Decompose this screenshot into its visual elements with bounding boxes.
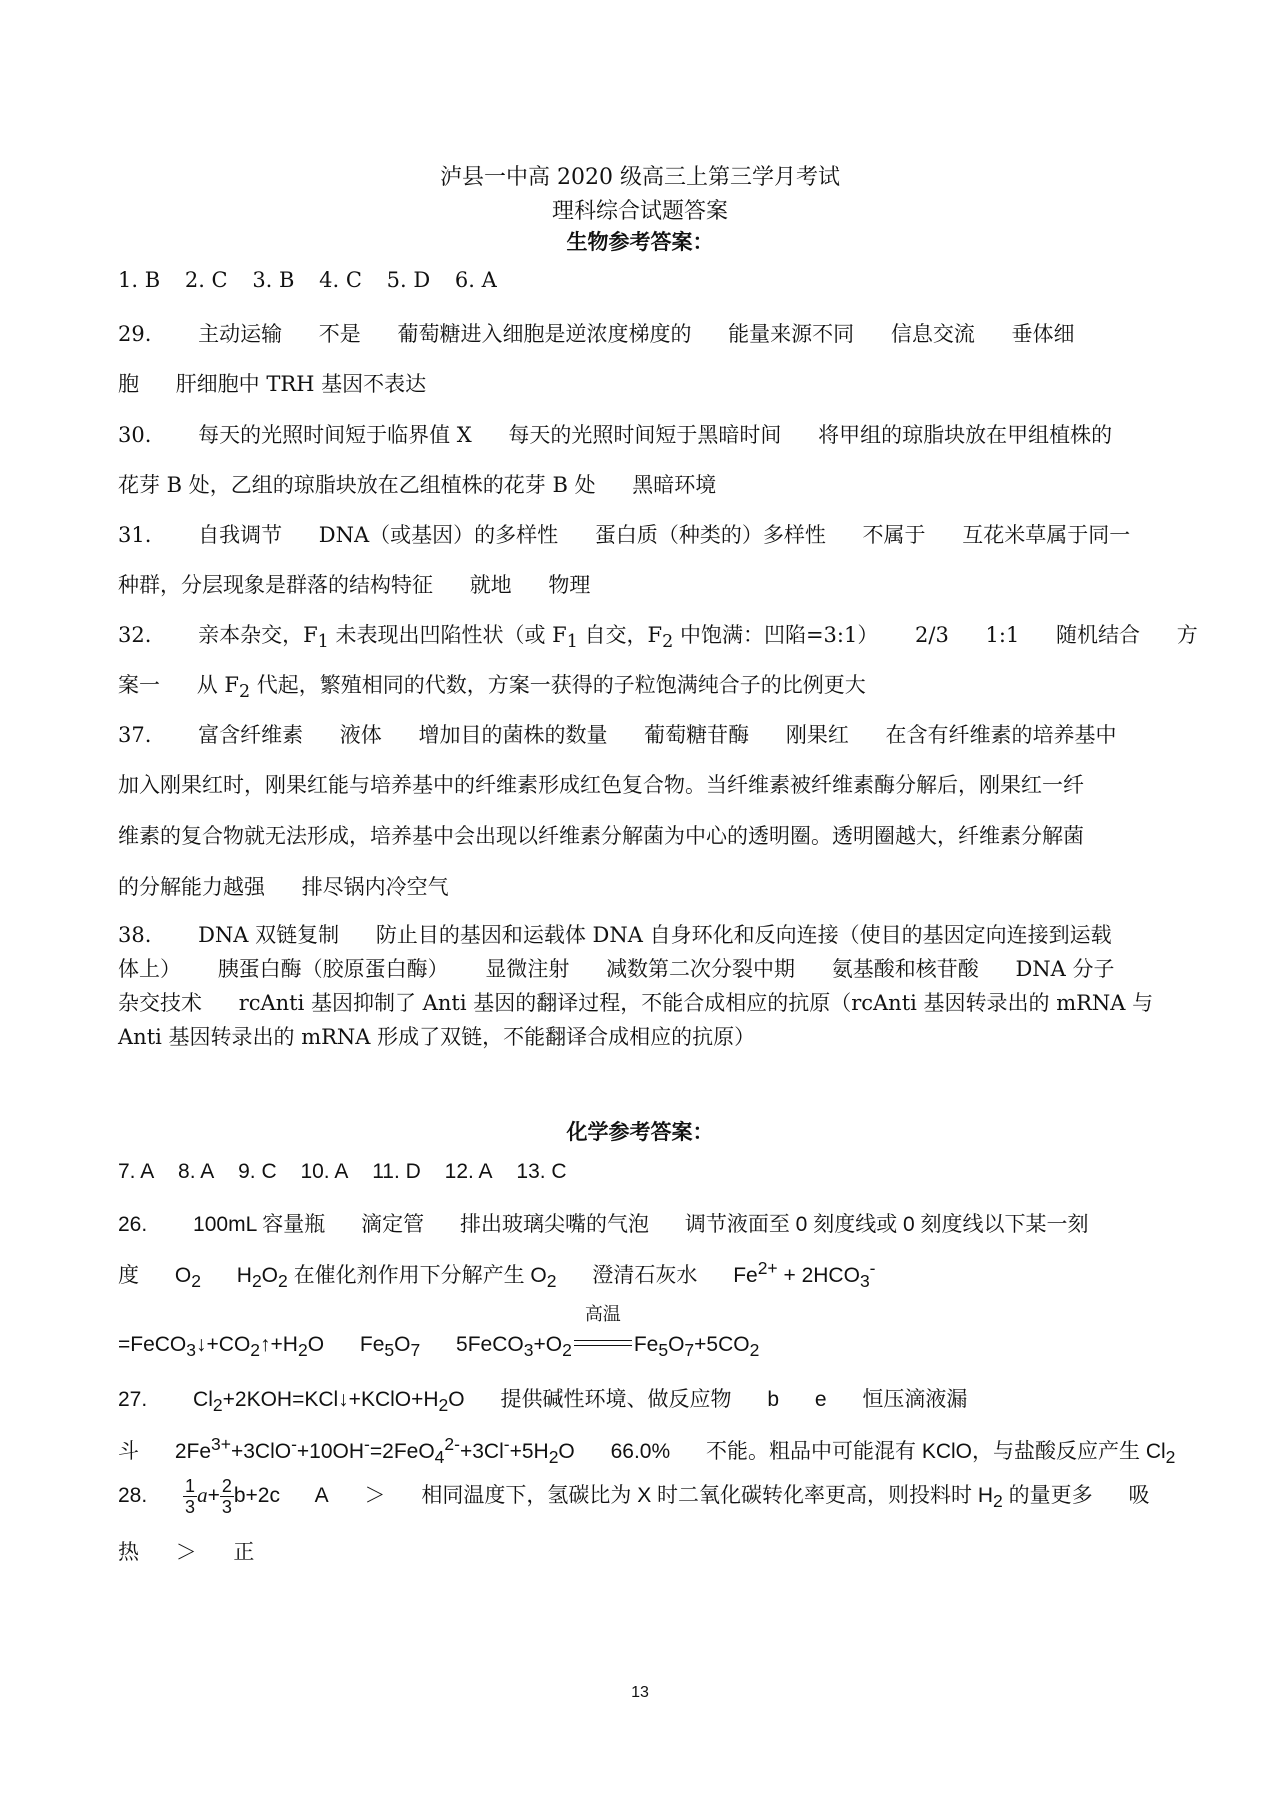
answer-segment: A bbox=[314, 1484, 329, 1508]
biology-mcq-answers bbox=[118, 268, 1168, 292]
answer-segment: 从 $F_2$ 代起，繁殖相同的代数，方案一获得的子粒饱满纯合子的比例更大 bbox=[196, 673, 866, 703]
chemical-equation: $5FeCO_3+O_2$ 高温 $Fe_5O_7+5CO_2$ bbox=[456, 1304, 760, 1361]
question-number: 37. bbox=[118, 723, 152, 747]
answer-segment: 案一 bbox=[118, 673, 160, 697]
question-number: 28. bbox=[118, 1484, 148, 1508]
q31-line2 bbox=[118, 569, 1168, 599]
answer-segment: $O_2$ bbox=[174, 1264, 201, 1292]
answer-segment: 富含纤维素 bbox=[198, 723, 304, 747]
chemical-equation: $2Fe^{3+}+3ClO^-+10OH^-=2FeO_4^{2-}+3Cl^-+5H_2O$ bbox=[174, 1434, 575, 1468]
answer-segment: b bbox=[767, 1388, 779, 1411]
mcq-answer: 4. C bbox=[319, 268, 362, 292]
answer-segment: 热 bbox=[118, 1540, 139, 1564]
q29-line1 bbox=[118, 318, 1168, 348]
answer-segment: 就地 bbox=[469, 573, 512, 597]
answer-segment: 增加目的菌株的数量 bbox=[418, 723, 608, 747]
answer-segment: 防止目的基因和运载体 DNA 自身环化和反向连接（使目的基因定向连接到运载 bbox=[375, 923, 1112, 947]
answer-segment: 澄清石灰水 bbox=[592, 1264, 698, 1287]
answer-segment: 斗 bbox=[118, 1440, 139, 1463]
answer-segment: 不能。粗品中可能混有 KClO，与盐酸反应产生 $Cl_2$ bbox=[706, 1440, 1176, 1468]
q31-line1 bbox=[118, 519, 1168, 549]
answer-segment: DNA 分子 bbox=[1015, 957, 1115, 981]
fraction: $\frac{2}{3}$ bbox=[221, 1476, 232, 1517]
answer-segment: 种群，分层现象是群落的结构特征 bbox=[118, 573, 433, 597]
answer-segment: 葡萄糖苷酶 bbox=[644, 723, 750, 747]
q38-line3 bbox=[118, 987, 1168, 1017]
biology-heading: 生物参考答案： bbox=[566, 229, 714, 254]
chemistry-mcq-answers bbox=[118, 1160, 1168, 1184]
mcq-answer: 8. A bbox=[178, 1160, 215, 1183]
chemical-equation: $Cl_2+2KOH=KCl↓+KClO+H_2O$ bbox=[193, 1388, 465, 1416]
answer-segment: 将甲组的琼脂块放在甲组植株的 bbox=[818, 423, 1113, 447]
answer-segment: 100mL 容量瓶 bbox=[193, 1213, 326, 1236]
answer-segment: DNA 双链复制 bbox=[198, 923, 340, 947]
exam-title: 泸县一中高 2020 级高三上第三学月考试 bbox=[440, 165, 840, 190]
q28-line1 bbox=[118, 1476, 1168, 1517]
fraction: $\frac{1}{3}$ bbox=[185, 1476, 196, 1517]
answer-segment: 提供碱性环境、做反应物 bbox=[500, 1388, 732, 1411]
mcq-answer: 10. A bbox=[300, 1160, 349, 1183]
question-number: 26. bbox=[118, 1213, 148, 1236]
answer-segment: 调节液面至 0 刻度线或 0 刻度线以下某一刻 bbox=[684, 1213, 1089, 1236]
answer-segment: 度 bbox=[118, 1264, 139, 1287]
q26-line2 bbox=[118, 1258, 1168, 1292]
answer-segment: 正 bbox=[233, 1540, 255, 1564]
answer-segment: 氨基酸和核苷酸 bbox=[831, 957, 979, 981]
answer-segment: 显微注射 bbox=[485, 957, 570, 981]
mcq-answer: 1. B bbox=[118, 268, 161, 292]
mcq-answer: 2. C bbox=[184, 268, 228, 292]
q30-line2 bbox=[118, 469, 1168, 499]
chemistry-heading: 化学参考答案： bbox=[566, 1119, 714, 1144]
answer-segment: 随机结合 bbox=[1056, 623, 1140, 647]
answer-segment: 1:1 bbox=[985, 623, 1020, 647]
answer-segment: 每天的光照时间短于临界值 X bbox=[198, 423, 472, 447]
answer-segment: rcAnti 基因抑制了 Anti 基因的翻译过程，不能合成相应的抗原（rcAnti 基因转录出的 mRNA 与 bbox=[238, 991, 1154, 1015]
mcq-answer: 7. A bbox=[118, 1160, 155, 1183]
q27-line2 bbox=[118, 1434, 1176, 1468]
answer-segment: 刚果红 bbox=[785, 723, 849, 747]
q32-line2 bbox=[118, 669, 1168, 702]
question-number: 29. bbox=[118, 322, 152, 346]
q38-line1 bbox=[118, 919, 1168, 949]
answer-segment: 胞 bbox=[118, 372, 139, 396]
question-number: 30. bbox=[118, 423, 152, 447]
answer-segment: 排尽锅内冷空气 bbox=[301, 875, 449, 899]
q37-line3: 维素的复合物就无法形成，培养基中会出现以纤维素分解菌为中心的透明圈。透明圈越大，纤维素分解菌 bbox=[118, 824, 1084, 848]
question-number: 31. bbox=[118, 523, 152, 547]
answer-segment: ＞ bbox=[364, 1484, 386, 1508]
mcq-answer: 6. A bbox=[454, 268, 497, 292]
answer-segment: 物理 bbox=[548, 573, 591, 597]
answer-segment: 主动运输 bbox=[198, 322, 283, 346]
answer-segment: 每天的光照时间短于黑暗时间 bbox=[508, 423, 782, 447]
question-number: 32. bbox=[118, 623, 152, 647]
answer-segment: 液体 bbox=[339, 723, 382, 747]
q26-line1 bbox=[118, 1208, 1168, 1238]
q37-line1 bbox=[118, 719, 1168, 749]
mcq-answer: 12. A bbox=[444, 1160, 493, 1183]
answer-segment: 葡萄糖进入细胞是逆浓度梯度的 bbox=[397, 322, 692, 346]
answer-segment: DNA（或基因）的多样性 bbox=[318, 523, 559, 547]
q32-line1 bbox=[118, 619, 1198, 653]
answer-segment: 垂体细 bbox=[1011, 322, 1075, 346]
answer-segment: 吸 bbox=[1128, 1484, 1150, 1508]
answer-segment: 杂交技术 bbox=[118, 991, 202, 1015]
math-expression: $\frac{1}{3}$ a+ $\frac{2}{3}$ b+2c bbox=[185, 1476, 280, 1517]
answer-segment: 方 bbox=[1176, 623, 1198, 647]
q38-line2 bbox=[118, 953, 1168, 983]
answer-segment: 亲本杂交，$F_1$ 未表现出凹陷性状（或 $F_1$ 自交，$F_2$ 中饱满：凹陷=3:1） bbox=[198, 623, 879, 653]
answer-segment: 相同温度下，氢碳比为 X 时二氧化碳转化率更高，则投料时 $H_2$ 的量更多 bbox=[421, 1484, 1093, 1512]
answer-segment: 互花米草属于同一 bbox=[962, 523, 1131, 547]
answer-segment: 排出玻璃尖嘴的气泡 bbox=[460, 1213, 649, 1236]
q37-line4 bbox=[118, 871, 1168, 901]
answer-segment: 胰蛋白酶（胶原蛋白酶） bbox=[217, 957, 449, 981]
q29-line2 bbox=[118, 368, 1168, 398]
answer-segment: 黑暗环境 bbox=[632, 473, 717, 497]
q28-line2 bbox=[118, 1536, 1168, 1566]
answer-segment: 滴定管 bbox=[361, 1213, 425, 1236]
exam-subtitle: 理科综合试题答案 bbox=[551, 199, 728, 224]
q37-line2: 加入刚果红时，刚果红能与培养基中的纤维素形成红色复合物。当纤维素被纤维素酶分解后，刚果红一纤 bbox=[118, 773, 1084, 797]
answer-segment: 2/3 bbox=[915, 623, 949, 647]
mcq-answer: 3. B bbox=[252, 268, 295, 292]
answer-segment: $Fe^{2+} + 2HCO_3^-$ bbox=[733, 1258, 876, 1292]
answer-segment: 花芽 B 处，乙组的琼脂块放在乙组植株的花芽 B 处 bbox=[118, 473, 596, 497]
page-number: 13 bbox=[631, 1684, 649, 1701]
reaction-condition: 高温 bbox=[574, 1334, 632, 1356]
answer-segment: 不属于 bbox=[862, 523, 926, 547]
answer-segment: ＞ bbox=[175, 1540, 197, 1564]
answer-segment: 66.0% bbox=[610, 1440, 671, 1463]
q38-line4: Anti 基因转录出的 mRNA 形成了双链，不能翻译合成相应的抗原） bbox=[118, 1025, 756, 1049]
answer-segment: 信息交流 bbox=[890, 322, 975, 346]
answer-segment: 减数第二次分裂中期 bbox=[606, 957, 796, 981]
answer-segment: 体上） bbox=[118, 957, 181, 981]
mcq-answer: 11. D bbox=[372, 1160, 421, 1183]
mcq-answer: 13. C bbox=[516, 1160, 567, 1183]
answer-segment: 恒压滴液漏 bbox=[862, 1388, 968, 1411]
answer-segment: 不是 bbox=[318, 322, 361, 346]
answer-segment: $Fe_5O_7$ bbox=[359, 1333, 421, 1361]
q30-line1 bbox=[118, 419, 1168, 449]
q27-line1 bbox=[118, 1383, 1168, 1416]
question-number: 27. bbox=[118, 1388, 148, 1411]
q26-line3 bbox=[118, 1304, 1168, 1361]
answer-segment: 能量来源不同 bbox=[728, 322, 855, 346]
answer-segment: 肝细胞中 TRH 基因不表达 bbox=[175, 372, 427, 396]
answer-segment: 自我调节 bbox=[198, 523, 283, 547]
question-number: 38. bbox=[118, 923, 152, 947]
answer-segment: 蛋白质（种类的）多样性 bbox=[594, 523, 826, 547]
chemical-equation: $=FeCO_3↓+CO_2↑+H_2O$ bbox=[118, 1333, 325, 1361]
answer-segment: 的分解能力越强 bbox=[118, 875, 265, 899]
mcq-answer: 9. C bbox=[238, 1160, 277, 1183]
mcq-answer: 5. D bbox=[386, 268, 431, 292]
answer-segment: e bbox=[814, 1388, 827, 1411]
answer-segment: $H_2O_2$ 在催化剂作用下分解产生 $O_2$ bbox=[236, 1264, 557, 1292]
answer-segment: 在含有纤维素的培养基中 bbox=[885, 723, 1117, 747]
